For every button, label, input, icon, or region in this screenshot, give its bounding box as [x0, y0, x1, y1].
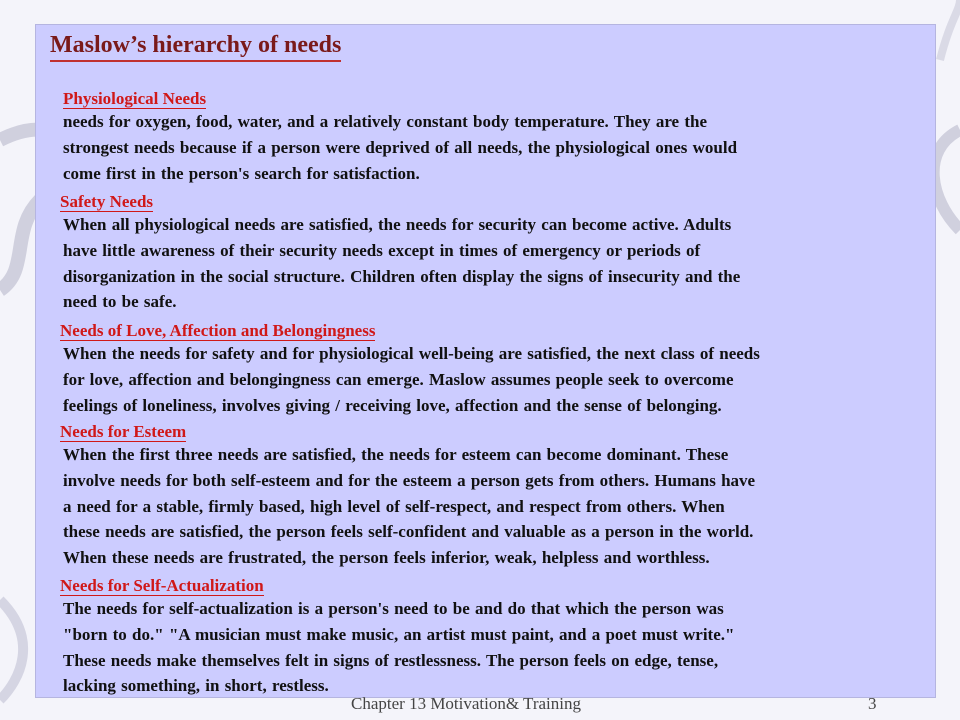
heading-physiological-needs: Physiological Needs — [63, 89, 207, 108]
footer-page-number: 3 — [868, 694, 877, 713]
text-line: When the first three needs are satisfied, the needs for esteem can become dominant. These — [63, 445, 729, 464]
body-love-affection-belongingness — [63, 341, 933, 418]
body-self-actualization — [63, 596, 933, 699]
body-physiological-needs — [63, 109, 933, 186]
text-line: strongest needs because if a person were deprived of all needs, the physiological ones would — [63, 137, 738, 157]
text-line: a need for a stable, firmly based, high level of self-respect, and respect from others. When — [63, 496, 725, 516]
slide-footer — [0, 694, 960, 720]
text-line: The needs for self-actualization is a person's need to be and do that which the person was — [63, 599, 724, 618]
content-panel — [35, 24, 936, 698]
heading-self-actualization: Needs for Self-Actualization — [60, 576, 264, 595]
text-line: come first in the person's search for satisfaction. — [63, 163, 420, 183]
text-line: involve needs for both self-esteem and for the esteem a person gets from others. Humans have — [63, 470, 756, 490]
text-line: lacking something, in short, restless. — [63, 676, 329, 696]
body-esteem — [63, 442, 933, 571]
footer-chapter-title: Chapter 13 Motivation& Training — [351, 694, 581, 713]
text-line: disorganization in the social structure. Children often display the signs of insecurity and the — [63, 266, 741, 286]
text-line: for love, affection and belongingness can emerge. Maslow assumes people seek to overcome — [63, 369, 734, 389]
heading-esteem: Needs for Esteem — [60, 422, 187, 441]
body-safety-needs — [63, 212, 933, 315]
heading-love-affection-belongingness: Needs of Love, Affection and Belongingness — [60, 321, 376, 340]
text-line: When all physiological needs are satisfied, the needs for security can become active. Adults — [63, 215, 732, 234]
text-line: These needs make themselves felt in signs of restlessness. The person feels on edge, tense, — [63, 650, 719, 670]
text-line: needs for oxygen, food, water, and a relatively constant body temperature. They are the — [63, 112, 708, 131]
text-line: these needs are satisfied, the person feels self-confident and valuable as a person in the world. — [63, 522, 754, 542]
heading-safety-needs: Safety Needs — [60, 192, 154, 211]
text-line: have little awareness of their security needs except in times of emergency or periods of — [63, 240, 701, 260]
text-line: need to be safe. — [63, 292, 177, 312]
text-line: When the needs for safety and for physiological well-being are satisfied, the next class of needs — [63, 344, 760, 363]
text-line: "born to do." "A musician must make music, an artist must paint, and a poet must write." — [63, 624, 735, 644]
text-line: feelings of loneliness, involves giving / receiving love, affection and the sense of belonging. — [63, 395, 722, 415]
text-line: When these needs are frustrated, the person feels inferior, weak, helpless and worthless. — [63, 548, 710, 568]
slide-title: Maslow’s hierarchy of needs — [50, 32, 341, 62]
